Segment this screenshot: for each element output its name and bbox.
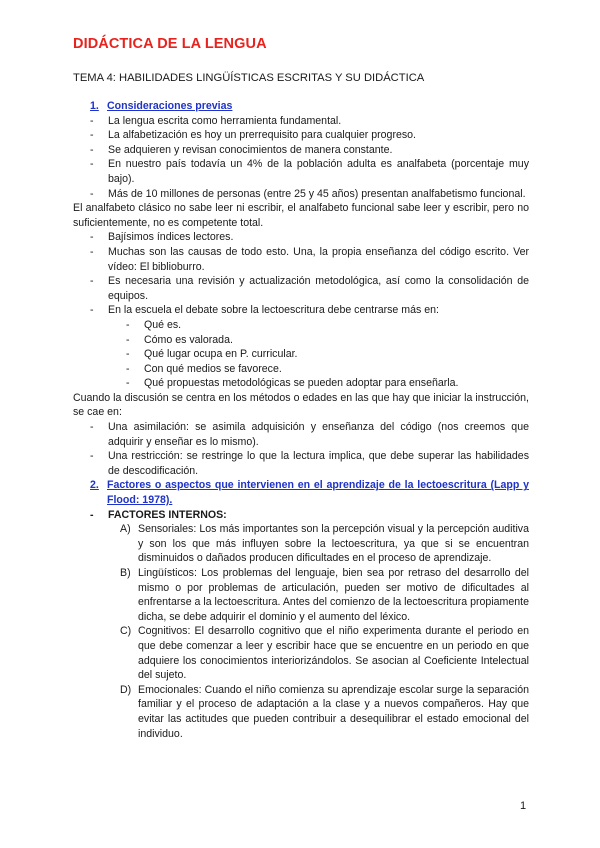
list-item: - Es necesaria una revisión y actualización metodológica, así como la consolidación de equipos. (90, 275, 529, 302)
factor-item: C) Cognitivos: El desarrollo cognitivo que el niño experimenta durante el periodo en que debe comenzar a leer y escribir hace que se encuentre en un periodo en que adquiere los conocimientos interiorizándolos. Se asocian al Coeficiente Intelectual del sujeto. (120, 625, 529, 682)
list-item: - La alfabetización es hoy un prerrequisito para cualquier progreso. (90, 129, 416, 142)
list-item: - Una restricción: se restringe lo que la lectura implica, que debe superar las habilidades de descodificación. (90, 450, 529, 477)
section-title: Consideraciones previas (107, 100, 233, 112)
sub-list-item: - Qué propuestas metodológicas se pueden adoptar para enseñarla. (126, 377, 459, 390)
section-title: Factores o aspectos que intervienen en el aprendizaje de la lectoescritura (Lapp y Flood: 1978). (107, 479, 529, 507)
sub-list-item: - Qué lugar ocupa en P. curricular. (126, 348, 298, 361)
factor-item: B) Lingüísticos: Los problemas del lenguaje, bien sea por retraso del desarrollo del mismo o por problemas de articulación, pueden ser motivo de dificultades al enfrentarse a la lectoescritura. Antes del comienzo de la lectoescritura propiamente dicha, se debe adquirir el dominio y el aumento del léxico. (120, 567, 530, 623)
internal-factors-heading: - FACTORES INTERNOS: (90, 508, 227, 521)
factor-item: A) Sensoriales: Los más importantes son la percepción visual y la percepción auditiva y son los que más influyen sobre la lectoescritura, ya que si se encuentran disminuidos o dañados producen dificultades en el proceso de aprendizaje. (120, 523, 529, 565)
section-number: 2. (90, 479, 99, 492)
section-heading-2 (73, 478, 529, 507)
list-item: - La lengua escrita como herramienta fundamental. (90, 114, 342, 127)
list-item: - Una asimilación: se asimila adquisición y enseñanza del código (nos creemos que adquirir y enseñar es lo mismo). (90, 421, 529, 448)
sub-list-item: - Qué es. (126, 318, 182, 331)
topic-subtitle: TEMA 4: HABILIDADES LINGÜÍSTICAS ESCRITAS Y SU DIDÁCTICA (73, 72, 425, 84)
sub-list-item: - Cómo es valorada. (126, 333, 233, 346)
list-item: - Bajísimos índices lectores. (90, 231, 234, 244)
sub-list-item: - Con qué medios se favorece. (126, 362, 282, 375)
section-number: 1. (90, 100, 99, 112)
document-title: DIDÁCTICA DE LA LENGUA (73, 36, 267, 52)
document-body (73, 99, 529, 741)
paragraph: El analfabeto clásico no sabe leer ni escribir, el analfabeto funcional sabe leer y escribir, pero no suficientemente, no es competente total. (73, 202, 529, 229)
page-number: 1 (520, 800, 527, 812)
paragraph: Cuando la discusión se centra en los métodos o edades en las que hay que iniciar la instrucción, se cae en: (73, 391, 529, 419)
section-heading-1 (73, 99, 529, 114)
list-item: - En nuestro país todavía un 4% de la población adulta es analfabeta (porcentaje muy bajo). (90, 158, 529, 185)
list-item: - Muchas son las causas de todo esto. Una, la propia enseñanza del código escrito. Ver vídeo: El biblioburro. (90, 245, 529, 273)
factor-item: D) Emocionales: Cuando el niño comienza su aprendizaje escolar surge la separación familiar y el proceso de adaptación a la clase y a nuevos compañeros. Hay que evitar las actitudes que pueden contribuir a desequilibrar el estado emocional del individuo. (120, 683, 529, 740)
list-item: - En la escuela el debate sobre la lectoescritura debe centrarse más en: (90, 304, 439, 317)
list-item: - Se adquieren y revisan conocimientos de manera constante. (90, 143, 393, 156)
list-item: - Más de 10 millones de personas (entre 25 y 45 años) presentan analfabetismo funcional. (90, 187, 526, 200)
